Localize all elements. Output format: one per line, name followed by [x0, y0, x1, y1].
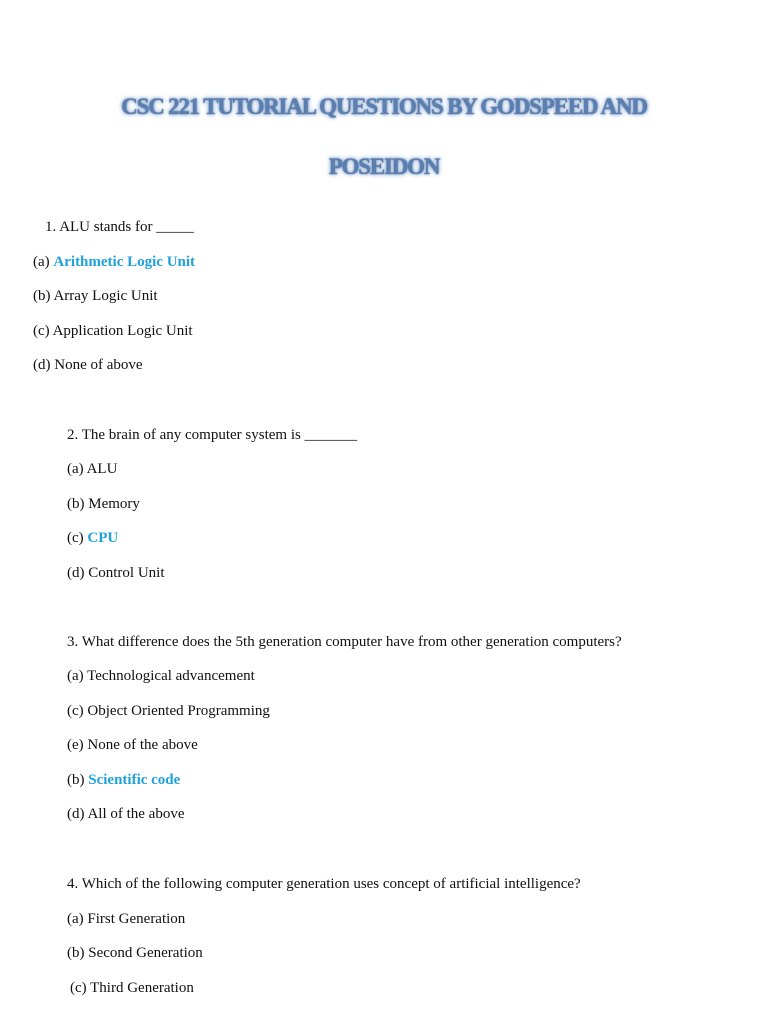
q2-option-d — [67, 563, 165, 583]
q3-option-a — [67, 666, 255, 686]
option-label: (a) — [67, 461, 84, 477]
option-label: (d) — [67, 565, 85, 581]
option-label: (d) — [33, 357, 51, 373]
q1-option-a — [33, 252, 195, 272]
question-4 — [67, 874, 581, 894]
option-label: (a) — [33, 254, 50, 270]
q3-option-e — [67, 735, 198, 755]
option-text: Control Unit — [88, 565, 165, 581]
option-label: (b) — [67, 945, 85, 961]
option-label: (c) — [67, 530, 84, 546]
q3-option-d — [67, 804, 185, 824]
option-label: (d) — [67, 806, 85, 822]
question-text: The brain of any computer system is _______ — [81, 427, 358, 443]
q4-option-c — [70, 978, 194, 998]
option-text: Third Generation — [90, 980, 194, 996]
q2-option-a — [67, 459, 117, 479]
q1-option-b — [33, 286, 158, 306]
q3-option-c — [67, 701, 270, 721]
question-text: What difference does the 5th generation computer have from other generation computers? — [81, 634, 622, 650]
document-title-line-1: CSC 221 TUTORIAL QUESTIONS BY GODSPEED AND — [121, 94, 647, 119]
option-text: None of above — [54, 357, 143, 373]
q4-option-b — [67, 943, 203, 963]
q4-option-a — [67, 909, 185, 929]
option-label: (c) — [70, 980, 87, 996]
option-text: Application Logic Unit — [52, 323, 193, 339]
option-text: First Generation — [87, 911, 186, 927]
document-title-line-2: POSEIDON — [328, 154, 440, 179]
option-text-correct-answer: Scientific code — [88, 772, 181, 788]
option-text: Array Logic Unit — [53, 288, 158, 304]
q3-option-b — [67, 770, 180, 790]
option-label: (c) — [33, 323, 50, 339]
option-label: (b) — [67, 496, 85, 512]
question-1 — [45, 217, 194, 237]
option-text: All of the above — [87, 806, 185, 822]
option-text: Technological advancement — [87, 668, 255, 684]
question-2 — [67, 425, 357, 445]
option-label: (c) — [67, 703, 84, 719]
option-text: Object Oriented Programming — [87, 703, 270, 719]
question-number: 3. — [67, 634, 79, 650]
option-text: Second Generation — [88, 945, 203, 961]
question-text: Which of the following computer generation uses concept of artificial intelligence? — [81, 876, 581, 892]
question-number: 1. — [45, 219, 57, 235]
option-label: (e) — [67, 737, 84, 753]
q2-option-b — [67, 494, 140, 514]
question-3 — [67, 632, 622, 652]
q2-option-c — [67, 528, 118, 548]
option-text: Memory — [88, 496, 140, 512]
q1-option-d — [33, 355, 143, 375]
option-label: (a) — [67, 668, 84, 684]
option-text: None of the above — [87, 737, 198, 753]
option-text-correct-answer: Arithmetic Logic Unit — [53, 254, 196, 270]
question-number: 2. — [67, 427, 79, 443]
option-label: (b) — [33, 288, 51, 304]
option-text: ALU — [86, 461, 118, 477]
option-text-correct-answer: CPU — [87, 530, 119, 546]
option-label: (a) — [67, 911, 84, 927]
question-number: 4. — [67, 876, 79, 892]
q1-option-c — [33, 321, 193, 341]
question-text: ALU stands for _____ — [59, 219, 194, 235]
option-label: (b) — [67, 772, 85, 788]
